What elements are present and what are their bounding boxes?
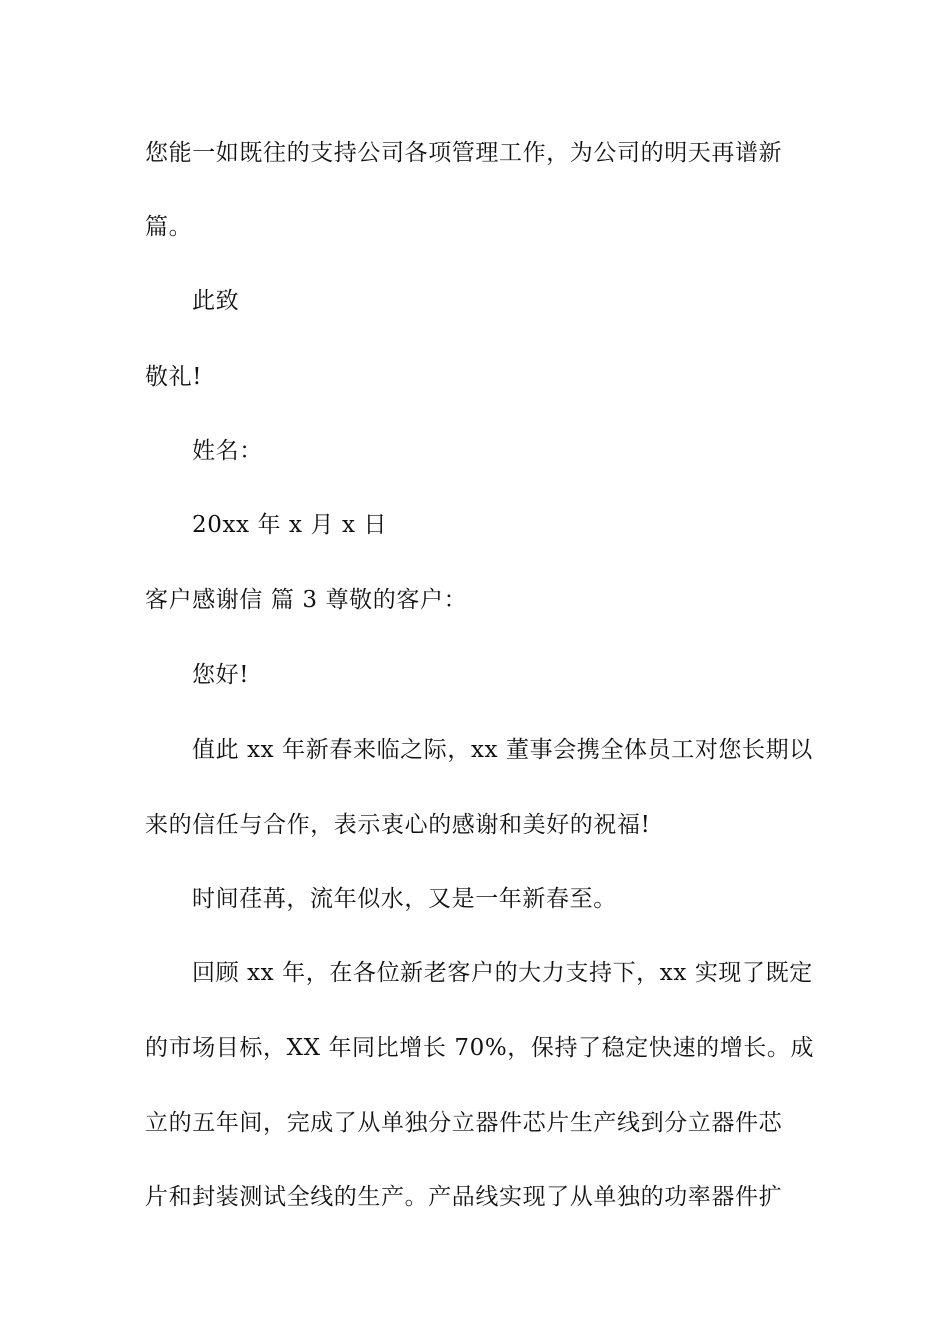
signature-name-label: 姓名： xyxy=(192,438,263,464)
closing-regards: 敬礼! xyxy=(145,364,203,390)
text-line-2: 篇。 xyxy=(145,214,193,240)
text-line-1: 您能一如既往的支持公司各项管理工作，为公司的明天再谱新 xyxy=(145,140,783,166)
text-line-15: 片和封装测试全线的生产。产品线实现了从单独的功率器件扩 xyxy=(145,1184,783,1210)
closing-salutation: 此致 xyxy=(192,288,240,314)
section-heading-letter-3: 客户感谢信 篇 3 尊敬的客户： xyxy=(145,587,468,613)
text-line-9: 值此 xx 年新春来临之际，xx 董事会携全体员工对您长期以 xyxy=(192,737,813,763)
text-line-10: 来的信任与合作，表示衷心的感谢和美好的祝福! xyxy=(145,812,651,838)
text-line-14: 立的五年间，完成了从单独分立器件芯片生产线到分立器件芯 xyxy=(145,1110,783,1136)
text-line-13: 的市场目标，XX 年同比增长 70%，保持了稳定快速的增长。成 xyxy=(145,1035,815,1061)
text-line-12: 回顾 xx 年，在各位新老客户的大力支持下，xx 实现了既定 xyxy=(192,960,813,986)
text-line-11: 时间荏苒，流年似水，又是一年新春至。 xyxy=(192,886,617,912)
greeting: 您好! xyxy=(192,662,250,688)
letter-date: 20xx 年 x 月 x 日 xyxy=(192,512,388,538)
